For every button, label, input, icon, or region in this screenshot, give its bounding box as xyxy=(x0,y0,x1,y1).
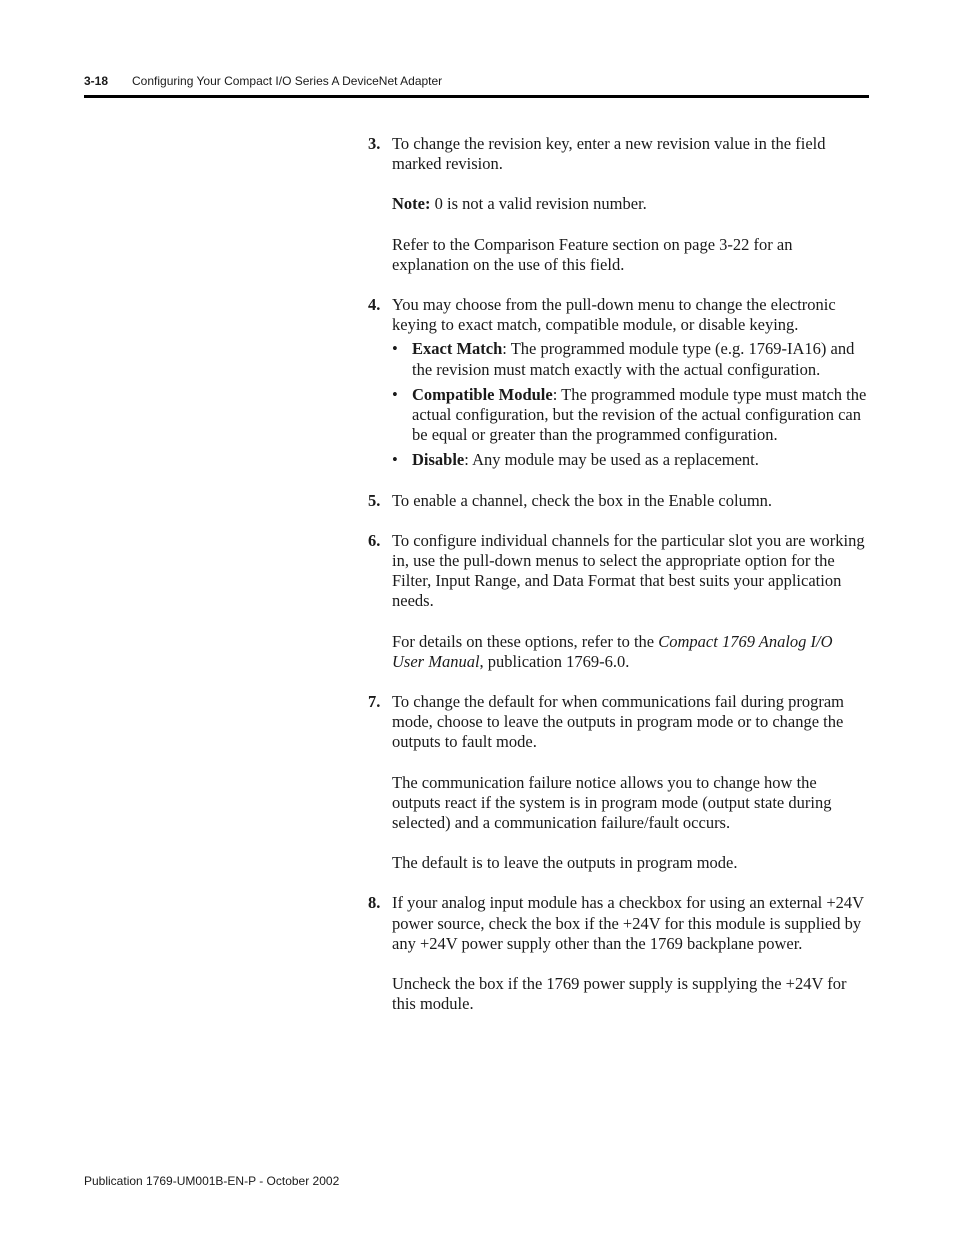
option-text: : Any module may be used as a replacement. xyxy=(464,450,759,470)
step-8 xyxy=(368,893,868,1014)
step-paragraph: If your analog input module has a checkbox for using an external +24V power source, check the box if the +24V for this module is supplied by any +24V power supply other than the 1769 backplane power. xyxy=(392,893,864,953)
step-number: 4. xyxy=(368,295,381,315)
list-item xyxy=(392,385,868,446)
step-paragraph: To change the default for when communications fail during program mode, choose to leave the outputs in program mode or to change the outputs to fault mode. xyxy=(392,692,844,752)
step-number: 5. xyxy=(368,490,381,510)
page-header xyxy=(84,72,869,98)
page-number: 3-18 xyxy=(84,74,109,88)
main-content xyxy=(368,134,868,1035)
option-term: Compatible Module xyxy=(412,384,553,404)
reference-text: For details on these options, refer to the xyxy=(392,631,659,651)
step-number: 7. xyxy=(368,692,381,712)
step-paragraph: The communication failure notice allows you to change how the outputs react if the system is in program mode (output state during selected) and a communication failure/fault occurs. xyxy=(392,772,832,833)
bullet: • xyxy=(392,339,398,359)
option-text: : The programmed module type (e.g. 1769-IA16) and the revision must match exactly with the actual configuration. xyxy=(412,339,855,379)
reference-text: , publication 1769-6.0. xyxy=(479,651,630,671)
step-3 xyxy=(368,134,868,275)
list-item xyxy=(392,450,868,470)
manual-title: Compact 1769 Analog I/O User Manual xyxy=(392,631,833,671)
list-item xyxy=(392,339,868,379)
chapter-title: Configuring Your Compact I/O Series A DeviceNet Adapter xyxy=(132,74,443,88)
step-6 xyxy=(368,531,868,672)
option-term: Disable xyxy=(412,450,465,470)
option-term: Exact Match xyxy=(412,339,503,359)
page-footer: Publication 1769-UM001B-EN-P - October 2002 xyxy=(84,1174,340,1188)
step-number: 3. xyxy=(368,134,381,153)
step-reference xyxy=(392,632,868,672)
bullet: • xyxy=(392,384,398,404)
step-number: 6. xyxy=(368,530,381,550)
step-paragraph: To change the revision key, enter a new revision value in the field marked revision. xyxy=(392,134,826,174)
step-paragraph: To enable a channel, check the box in the Enable column. xyxy=(392,490,773,510)
step-4 xyxy=(368,295,868,471)
step-5 xyxy=(368,491,868,511)
step-7 xyxy=(368,692,868,873)
note-label: Note: xyxy=(392,194,431,214)
step-paragraph: You may choose from the pull-down menu to change the electronic keying to exact match, compatible module, or disable keying. xyxy=(392,295,836,335)
step-paragraph: The default is to leave the outputs in program mode. xyxy=(392,853,738,873)
note-text: 0 is not a valid revision number. xyxy=(430,194,647,214)
step-note xyxy=(392,194,868,214)
keying-options-list xyxy=(392,339,868,470)
step-number: 8. xyxy=(368,893,381,913)
option-text: : The programmed module type must match the actual configuration, but the revision of the actual configuration can be equal or greater than the programmed configuration. xyxy=(412,384,867,445)
bullet: • xyxy=(392,450,398,470)
step-paragraph: Refer to the Comparison Feature section on page 3-22 for an explanation on the use of this field. xyxy=(392,234,793,274)
step-paragraph: To configure individual channels for the particular slot you are working in, use the pull-down menus to select the appropriate option for the Filter, Input Range, and Data Format that best suits your application needs. xyxy=(392,530,865,611)
step-paragraph: Uncheck the box if the 1769 power supply is supplying the +24V for this module. xyxy=(392,974,847,1014)
